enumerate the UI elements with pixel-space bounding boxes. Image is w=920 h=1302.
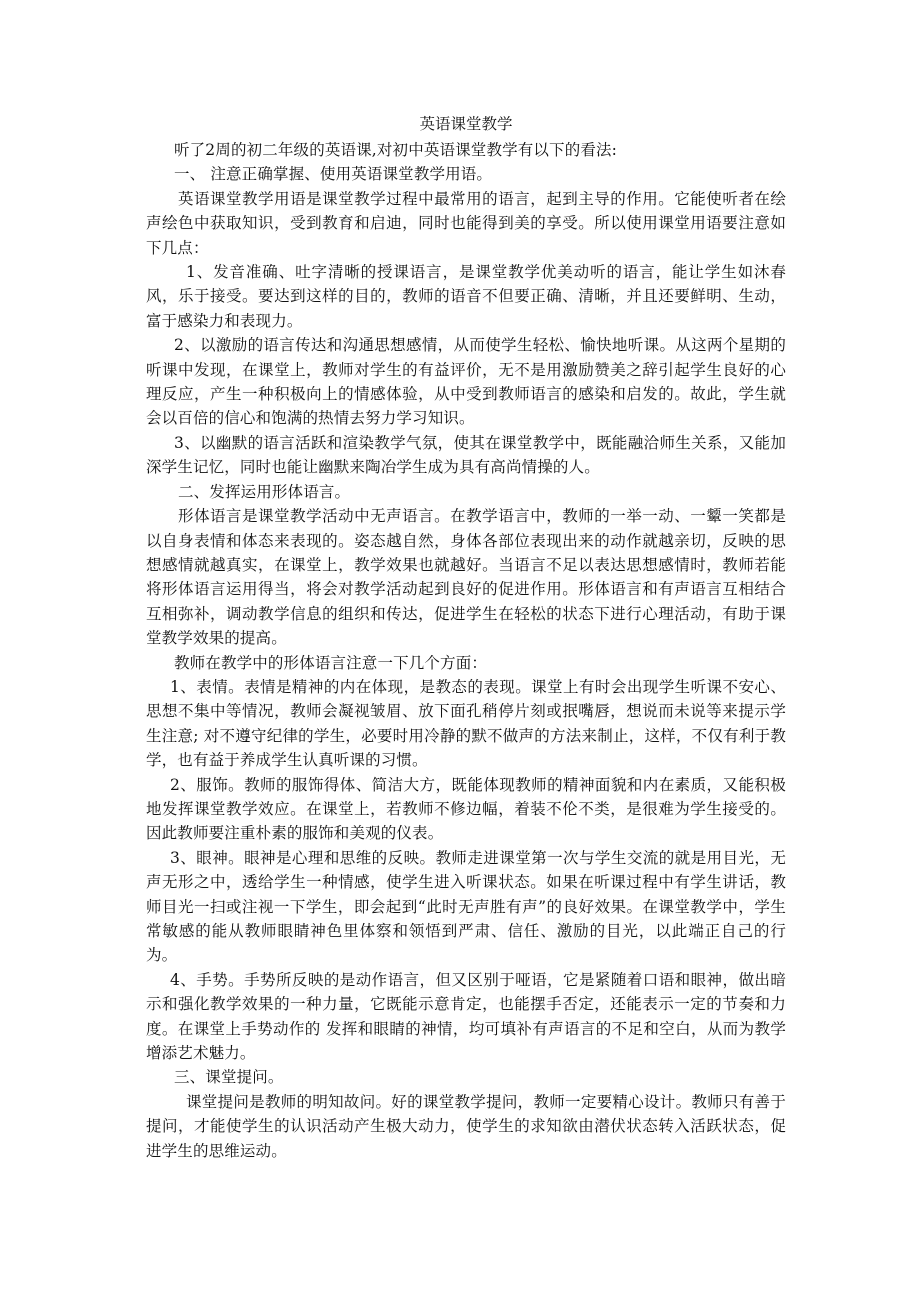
- intro-paragraph: 听了2周的初二年级的英语课,对初中英语课堂教学有以下的看法:: [174, 141, 618, 159]
- document-title: 英语课堂教学: [419, 115, 513, 133]
- paragraph: 4、手势。手势所反映的是动作语言，但又区别于哑语，它是紧随着口语和眼神，做出暗示和强化教学效果的一种力量，它既能示意肯定，也能摆手否定，还能表示一定的节奏和力度。在课堂上手势动作的 发挥和眼睛的神情，均可填补有声语言的不足和空白，从而为教学增添艺术魅力。: [146, 970, 786, 1063]
- paragraph: 2、以激励的语言传达和沟通思想感情，从而使学生轻松、愉快地听课。从这两个星期的听课中发现，在课堂上，教师对学生的有益评价，无不是用激励赞美之辞引起学生良好的心理反应，产生一种积极向上的情感体验，从中受到教师语言的感染和启发的。故此，学生就会以百倍的信心和饱满的热情去努力学习知识。: [146, 336, 786, 428]
- paragraph: 课堂提问是教师的明知故问。好的课堂教学提问，教师一定要精心设计。教师只有善于提问，才能使学生的认识活动产生极大动力，使学生的求知欲由潜伏状态转入活跃状态，促进学生的思维运动。: [146, 1092, 786, 1160]
- paragraph: 1、表情。表情是精神的内在体现，是教态的表现。课堂上有时会出现学生听课不安心、思想不集中等情况，教师会凝视皱眉、放下面孔稍停片刻或抿嘴唇，想说而未说等来提示学生注意; 对不遵守纪律的学生，必要时用冷静的默不做声的方法来制止，这样，不仅有利于教学，也有益于养成学生认真听课的习惯。: [146, 677, 786, 770]
- paragraph: 形体语言是课堂教学活动中无声语言。在教学语言中，教师的一举一动、一颦一笑都是以自身表情和体态来表现的。姿态越自然，身体各部位表现出来的动作就越亲切，反映的思想感情就越真实，在课堂上，教学效果也就越好。当语言不足以表达思想感情时，教师若能将形体语言运用得当，将会对教学活动起到良好的促进作用。形体语言和有声语言互相结合互相弥补，调动教学信息的组织和传达，促进学生在轻松的状态下进行心理活动，有助于课堂教学效果的提高。: [146, 507, 786, 648]
- section-heading-3: 三、课堂提问。: [174, 1068, 284, 1087]
- paragraph: 2、服饰。教师的服饰得体、简洁大方，既能体现教师的精神面貌和内在素质，又能积极地发挥课堂教学效应。在课堂上，若教师不修边幅，着装不伦不类，是很难为学生接受的。因此教师要注重朴素的服饰和美观的仪表。: [146, 775, 786, 843]
- section-heading-1: 一、 注意正确掌握、使用英语课堂教学用语。: [174, 165, 493, 184]
- paragraph: 3、眼神。眼神是心理和思维的反映。教师走进课堂第一次与学生交流的就是用目光，无声无形之中，透给学生一种情感，使学生进入听课状态。如果在听课过程中有学生讲话，教师目光一扫或注视一下学生，即会起到“此时无声胜有声”的良好效果。在课堂教学中，学生常敏感的能从教师眼睛神色里体察和领悟到严肃、信任、激励的目光，以此端正自己的行为。: [146, 848, 786, 965]
- paragraph: 教师在教学中的形体语言注意一下几个方面：: [174, 653, 488, 672]
- paragraph: 3、以幽默的语言活跃和渲染教学气氛，使其在课堂教学中，既能融洽师生关系，又能加深学生记忆，同时也能让幽默来陶冶学生成为具有高尚情操的人。: [146, 433, 786, 477]
- section-heading-2: 二、发挥运用形体语言。: [178, 482, 351, 501]
- document-page: [146, 112, 786, 1163]
- paragraph: 1、发音准确、吐字清晰的授课语言，是课堂教学优美动听的语言，能让学生如沐春风，乐于接受。要达到这样的目的，教师的语音不但要正确、清晰，并且还要鲜明、生动，富于感染力和表现力。: [146, 263, 786, 330]
- paragraph: 英语课堂教学用语是课堂教学过程中最常用的语言，起到主导的作用。它能使听者在绘声绘色中获取知识，受到教育和启迪，同时也能得到美的享受。所以使用课堂用语要注意如下几点：: [146, 189, 786, 257]
